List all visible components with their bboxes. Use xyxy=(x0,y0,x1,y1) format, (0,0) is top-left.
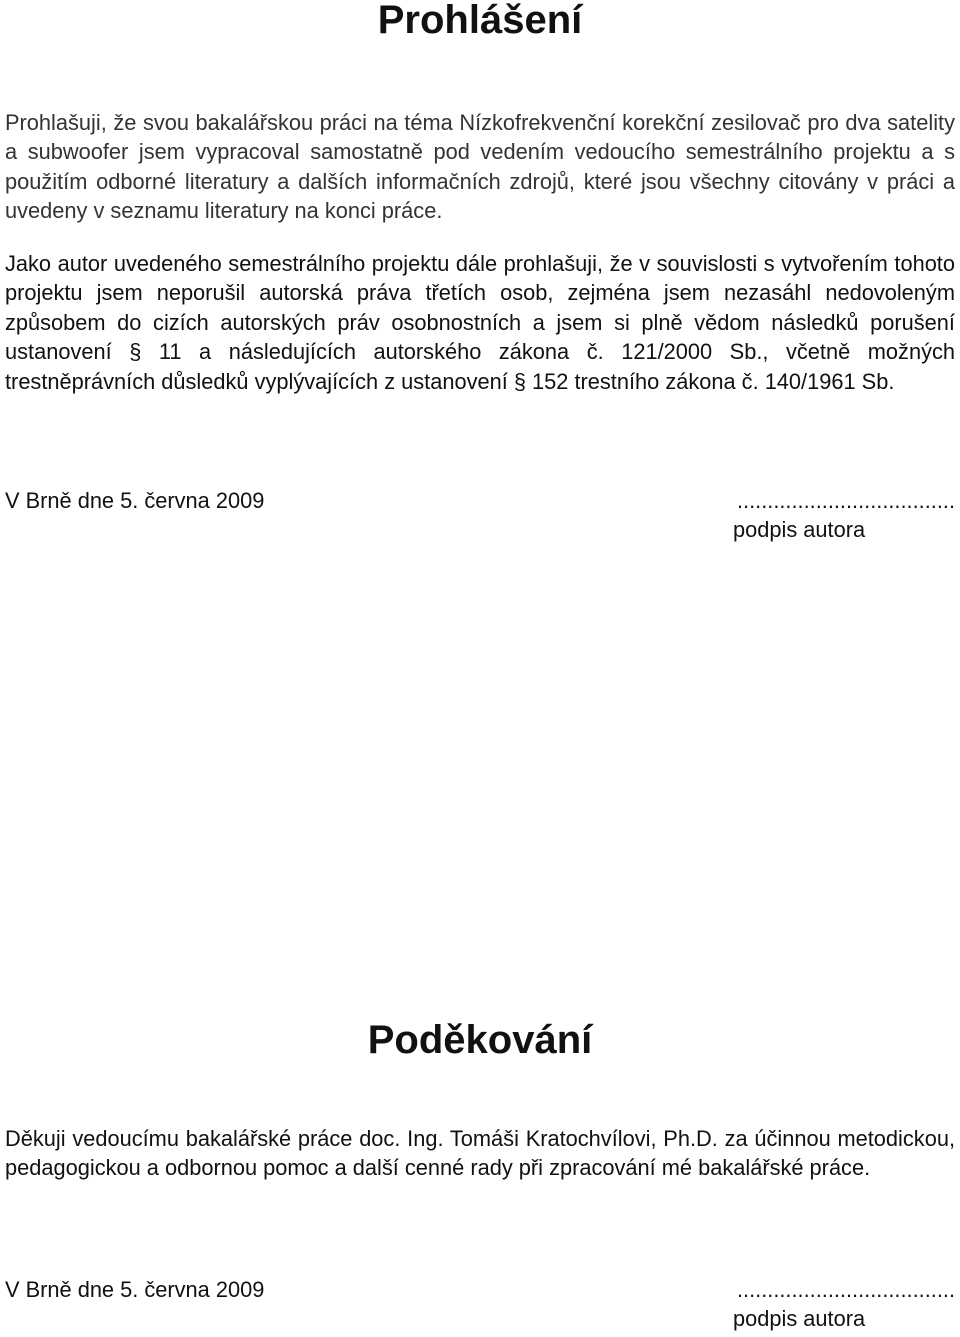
acknowledgement-signature-label: podpis autora xyxy=(733,1306,866,1331)
acknowledgement-paragraph: Děkuji vedoucímu bakalářské práce doc. Ing. Tomáši Kratochvílovi, Ph.D. za účinnou metodickou, pedagogickou a odbornou pomoc a další cenné rady při zpracování mé bakalářské práce. xyxy=(5,1126,955,1181)
declaration-paragraph-2: Jako autor uvedeného semestrálního projektu dále prohlašuji, že v souvislosti s vytvořením tohoto projektu jsem neporušil autorská práva třetích osob, zejména jsem nezasáhl nedovoleným způsobem do cizích autorských práv osobnostních a jsem si plně vědom následků porušení ustanovení § 11 a následujících autorského zákona č. 121/2000 Sb., včetně možných trestněprávních důsledků vyplývajících z ustanovení § 152 trestního zákona č. 140/1961 Sb. xyxy=(5,251,955,394)
acknowledgement-date: V Brně dne 5. června 2009 xyxy=(5,1277,265,1302)
declaration-date: V Brně dne 5. června 2009 xyxy=(5,488,265,513)
declaration-signature-label: podpis autora xyxy=(733,517,866,542)
declaration-title: Prohlášení xyxy=(377,0,583,42)
acknowledgement-title: Poděkování xyxy=(367,1018,593,1062)
declaration-signature-line: .................................... xyxy=(736,488,955,513)
declaration-paragraph-1: Prohlašuji, že svou bakalářskou práci na téma Nízkofrekvenční korekční zesilovač pro dva satelity a subwoofer jsem vypracoval samostatně pod vedením vedoucího semestrálního projektu a s použitím odborné literatury a dalších informačních zdrojů, které jsou všechny citovány v práci a uvedeny v seznamu literatury na konci práce. xyxy=(5,110,955,224)
acknowledgement-signature-line: .................................... xyxy=(736,1277,955,1302)
